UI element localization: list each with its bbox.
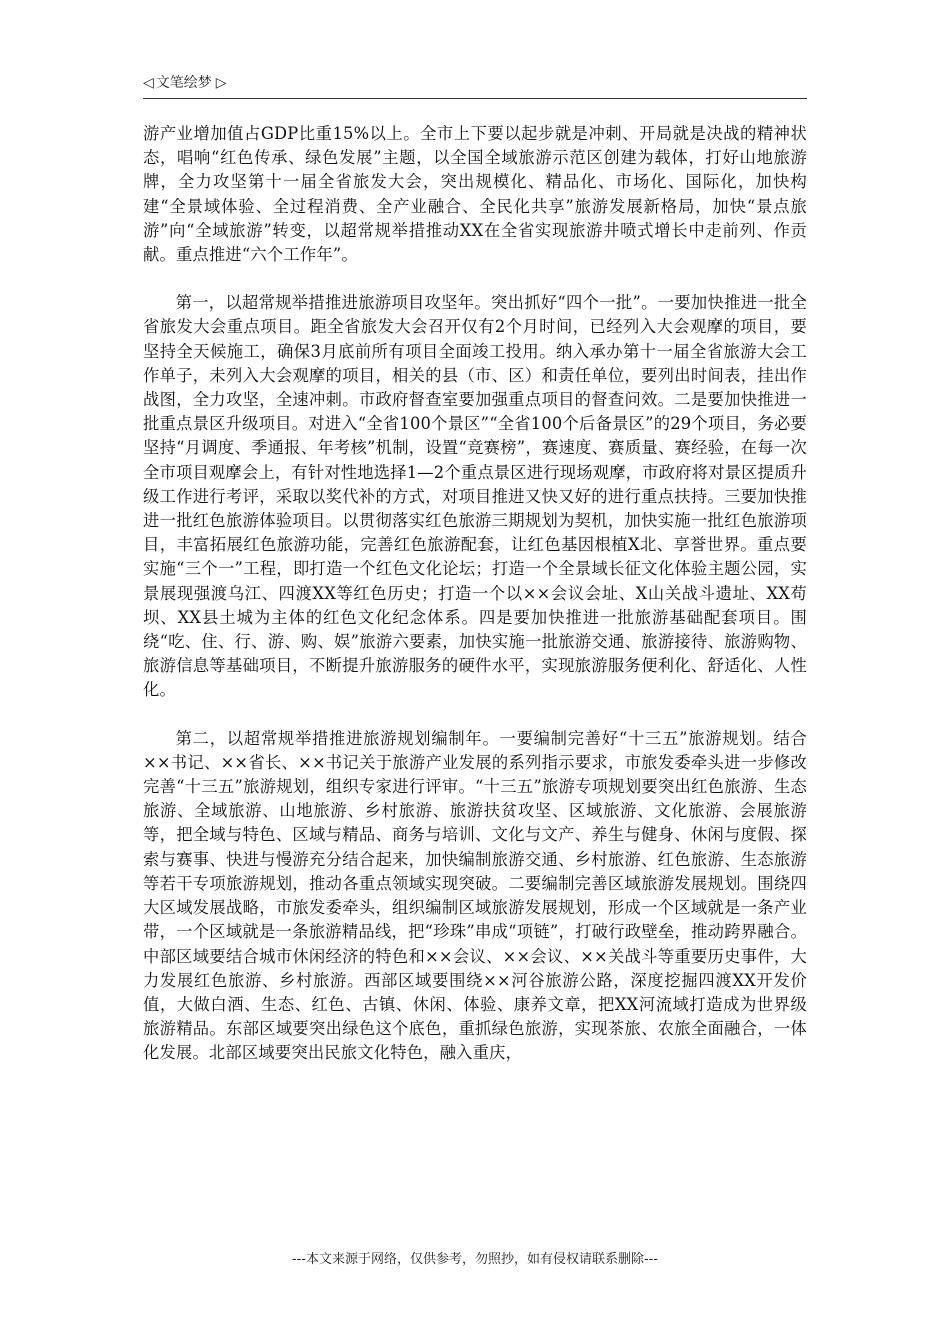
paragraph-planning-year: 第二，以超常规举措推进旅游规划编制年。一要编制完善好“十三五”旅游规划。结合××书记、××省长、××书记关于旅游产业发展的系列指示要求，市旅发委牵头进一步修改完善“十三五”旅游规划，组织专家进行评审。“十三五”旅游专项规划要突出红色旅游、生态旅游、全域旅游、山地旅游、乡村旅游、旅游扶贫攻坚、区域旅游、文化旅游、会展旅游等，把全域与特色、区域与精品、商务与培训、文化与文产、养生与健身、休闲与度假、探索与赛事、快进与慢游充分结合起来，加快编制旅游交通、乡村旅游、红色旅游、生态旅游等若干专项旅游规划，推动各重点领域实现突破。二要编制完善区域旅游发展规划。围绕四大区域发展战略，市旅发委牵头，组织编制区域旅游发展规划，形成一个区域就是一条产业带，一个区域就是一条旅游精品线，把“珍珠”串成“项链”，打破行政壁垒，推动跨界融合。中部区域要结合城市休闲经济的特色和××会议、××会议、××关战斗等重要历史事件，大力发展红色旅游、乡村旅游。西部区域要围绕××河谷旅游公路，深度挖掘四渡XX开发价值，大做白酒、生态、红色、古镇、休闲、体验、康养文章，把XX河流域打造成为世界级旅游精品。东部区域要突出绿色这个底色，重抓绿色旅游，实现茶旅、农旅全面融合，一体化发展。北部区域要突出民旅文化特色，融入重庆， (143, 728, 807, 1063)
footer-disclaimer: ---本文来源于网络，仅供参考，勿照抄，如有侵权请联系删除--- (291, 1252, 659, 1267)
paragraph-continued: 游产业增加值占GDP比重15%以上。全市上下要以起步就是冲刺、开局就是决战的精神状态，唱响“红色传承、绿色发展”主题，以全国全域旅游示范区创建为载体，打好山地旅游牌，全力攻坚第十一届全省旅发大会，突出规模化、精品化、市场化、国际化，加快构建“全景域体验、全过程消费、全产业融合、全民化共享”旅游发展新格局，加快“景点旅游”向“全域旅游”转变，以超常规举措推动XX在全省实现旅游井喷式增长中走前列、作贡献。重点推进“六个工作年”。 (143, 124, 807, 265)
page-header (143, 72, 807, 99)
triangle-right-outline-icon: ▷ (215, 75, 227, 91)
header-brand: 文笔绘梦 (155, 75, 212, 91)
document-body (143, 122, 807, 1066)
triangle-left-outline-icon: ◁ (143, 75, 154, 91)
paragraph-project-year: 第一，以超常规举措推进旅游项目攻坚年。突出抓好“四个一批”。一要加快推进一批全省旅发大会重点项目。距全省旅发大会召开仅有2个月时间，已经列入大会观摩的项目，要坚持全天候施工，确保3月底前所有项目全面竣工投用。纳入承办第十一届全省旅游大会工作单子，未列入大会观摩的项目，相关的县（市、区）和责任单位，要列出时间表，挂出作战图，全力攻坚，全速冲刺。市政府督查室要加强重点项目的督查问效。二是要加快推进一批重点景区升级项目。对进入“全省100个景区”“全省100个后备景区”的29个项目，务必要坚持“月调度、季通报、年考核”机制，设置“竞赛榜”，赛速度、赛质量、赛经验，在每一次全市项目观摩会上，有针对性地选择1—2个重点景区进行现场观摩，市政府将对景区提质升级工作进行考评，采取以奖代补的方式，对项目推进又快又好的进行重点扶持。三要加快推进一批红色旅游体验项目。以贯彻落实红色旅游三期规划为契机，加快实施一批红色旅游项目，丰富拓展红色旅游功能，完善红色旅游配套，让红色基因根植X北、享誉世界。重点要实施“三个一”工程，即打造一个红色文化论坛；打造一个全景域长征文化体验主题公园，实景展现强渡乌江、四渡XX等红色历史；打造一个以××会议会址、X山关战斗遗址、XX苟坝、XX县土城为主体的红色文化纪念体系。四是要加快推进一批旅游基础配套项目。围绕“吃、住、行、游、购、娱”旅游六要素，加快实施一批旅游交通、旅游接待、旅游购物、旅游信息等基础项目，不断提升旅游服务的硬件水平，实现旅游服务便利化、舒适化、人性化。 (143, 293, 807, 700)
